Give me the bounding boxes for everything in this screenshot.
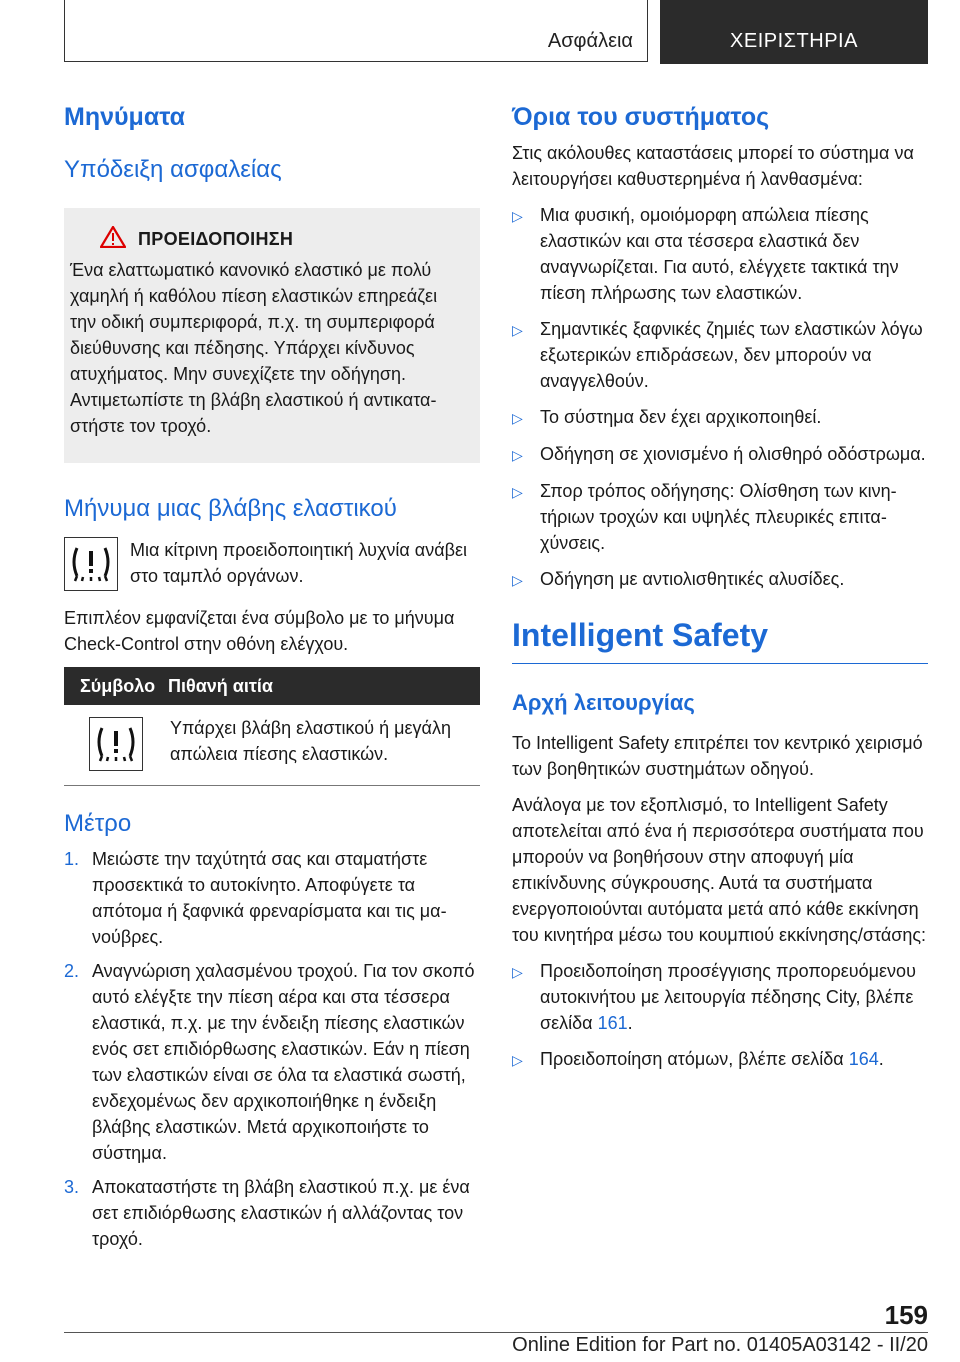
footer-divider [64, 1332, 928, 1333]
list-item: ▷ Οδήγηση σε χιονισμένο ή ολισθηρό οδόστρωμα. [512, 441, 928, 468]
tire-pressure-warning-icon [64, 537, 118, 591]
warning-triangle-icon [100, 226, 126, 253]
limits-list [512, 202, 928, 593]
safety-note-heading: Υπόδειξη ασφαλείας [64, 156, 282, 183]
page-link-161[interactable]: 161 [597, 1013, 628, 1033]
list-item: ▷ Προειδοποίηση ατόμων, βλέπε σελίδα 164. [512, 1046, 928, 1073]
tire-damage-message-heading: Μήνυμα μιας βλάβης ελαστικού [64, 495, 397, 522]
warning-head [70, 226, 466, 253]
tire-pressure-warning-icon [89, 717, 143, 771]
list-item: ▷ Μια φυσική, ομοιόμορφη απώλεια πίεσης ελαστικών και στα τέσσερα ελαστικά δεν αναγνωρίζεται. Για αυτό, ελέγχετε τακτικά την πίεση πλήρωσης των ελαστικών. [512, 202, 928, 306]
list-item: ▷ Οδήγηση με αντιολισθητικές αλυσίδες. [512, 566, 928, 593]
reference-list [512, 958, 928, 1073]
warning-box [64, 208, 480, 463]
triangle-bullet-icon: ▷ [512, 410, 523, 426]
page-number: 159 [884, 1300, 928, 1330]
lamp-row [64, 537, 480, 591]
footer-edition: Online Edition for Part no. 01405A03142 - II/20 [512, 1334, 928, 1356]
header-chapter-box [660, 0, 928, 64]
triangle-bullet-icon: ▷ [512, 964, 523, 980]
triangle-bullet-icon: ▷ [512, 1052, 523, 1068]
table-cause-text: Υπάρχει βλάβη ελαστικού ή μεγάλη απώλεια πίεσης ελαστικών. [170, 718, 451, 764]
check-control-text: Επιπλέον εμφανίζεται ένα σύμβολο με το μήνυμα Check-Control στην οθόνη ελέγχου. [64, 608, 455, 654]
page-header [64, 0, 928, 64]
limits-intro: Στις ακόλουθες καταστάσεις μπορεί το σύστημα να λειτουργήσει καθυστερημένα ή λανθασμένα: [512, 143, 914, 189]
triangle-bullet-icon: ▷ [512, 208, 523, 224]
intelligent-safety-title: Intelligent Safety [512, 613, 928, 664]
principle-p2: Ανάλογα με τον εξοπλισμό, το Intelligent Safety αποτελείται από ένα ή περισσότερα συστήματα που μπορούν να βοηθήσουν στην αποφυγή μία επικίνδυνης σύγκρουσης. Αυτά τα συστήματα ενεργοποιούνται αυτόματα μετά από κάθε εκκίνηση του κινητήρα μέσω του κουμπιού εκκίνησης/στάσης: [512, 795, 927, 945]
table-row [64, 705, 480, 786]
messages-heading: Μηνύματα [64, 103, 186, 131]
measures-heading: Μέτρο [64, 810, 132, 837]
header-section: Ασφάλεια [547, 30, 633, 52]
page-link-164[interactable]: 164 [848, 1049, 879, 1069]
table-col-symbol: Σύμβολο [80, 675, 156, 696]
list-item: 1. Μειώστε την ταχύτητά σας και σταματήστε προσεκτικά το αυτοκίνητο. Αποφύγετε τα απότομα ή ξαφνικά φρεναρίσματα και τις μανούβρες. [64, 849, 447, 947]
list-item: ▷ Προειδοποίηση προσέγγισης προπορευόμενου αυτοκινήτου με λειτουργία πέδησης City, βλέπε σελίδα 161. [512, 958, 928, 1036]
header-chapter: ΧΕΙΡΙΣΤΗΡΙΑ [730, 30, 858, 52]
lamp-text: Μια κίτρινη προειδοποιητική λυχνία ανάβει στο ταμπλό οργάνων. [130, 540, 467, 586]
table-col-cause: Πιθανή αιτία [168, 675, 273, 696]
list-item: ▷ Σημαντικές ξαφνικές ζημιές των ελαστικών λόγω εξωτερικών επιδράσεων, δεν μπορούν να αναγγελθούν. [512, 316, 928, 394]
warning-text: Ένα ελαττωματικό κανονικό ελαστικό με πολύ χαμηλή ή καθόλου πίεση ελαστικών επηρεάζει την οδική συμπεριφορά, π.χ. τη συμπεριφορά διεύθυνσης και πέδησης. Υπάρχει κίνδυνος ατυχήματος. Μην συνεχίζετε την οδήγηση. Αντιμετωπίστε τη βλάβη ελαστικού ή αντικαταστήστε τον τροχό. [70, 260, 438, 436]
list-item: ▷ Σπορ τρόπος οδήγησης: Ολίσθηση των κινητήριων τροχών και υψηλές πλευρικές επιταχύνσεις. [512, 478, 928, 556]
triangle-bullet-icon: ▷ [512, 447, 523, 463]
list-item: ▷ Το σύστημα δεν έχει αρχικοποιηθεί. [512, 404, 928, 431]
system-limits-heading: Όρια του συστήματος [512, 103, 770, 131]
warning-label: ΠΡΟΕΙΔΟΠΟΙΗΣΗ [138, 229, 294, 249]
measures-list [64, 846, 480, 1252]
principle-heading: Αρχή λειτουργίας [512, 690, 695, 715]
list-item: 3. Αποκαταστήστε τη βλάβη ελαστικού π.χ. με ένα σετ επιδιόρθωσης ελαστικών ή αλλάζοντας τον τροχό. [64, 1177, 470, 1249]
left-column [64, 100, 480, 1260]
list-item: 2. Αναγνώριση χαλασμένου τροχού. Για τον σκοπό αυτό ελέγξτε την πίεση αέρα και στα τέσσερα ελαστικά, π.χ. με την ένδειξη πίεσης ελαστικών ενός σετ επιδιόρθωσης ελαστικών. Εάν η πίεση των ελαστικών είναι σε όλα τα ελαστικά σωστή, ενδεχομένως δεν αρχικοποιήθηκε η ένδειξη βλάβης ελαστικών. Μετά αρχικοποιήστε το σύστημα. [64, 961, 475, 1163]
symbol-table-header [64, 667, 480, 705]
triangle-bullet-icon: ▷ [512, 322, 523, 338]
triangle-bullet-icon: ▷ [512, 484, 523, 500]
principle-p1: Το Intelligent Safety επιτρέπει τον κεντρικό χειρισμό των βοηθητικών συστημάτων οδηγού. [512, 733, 923, 779]
right-column [512, 100, 928, 1083]
triangle-bullet-icon: ▷ [512, 572, 523, 588]
header-section-box [64, 0, 648, 62]
